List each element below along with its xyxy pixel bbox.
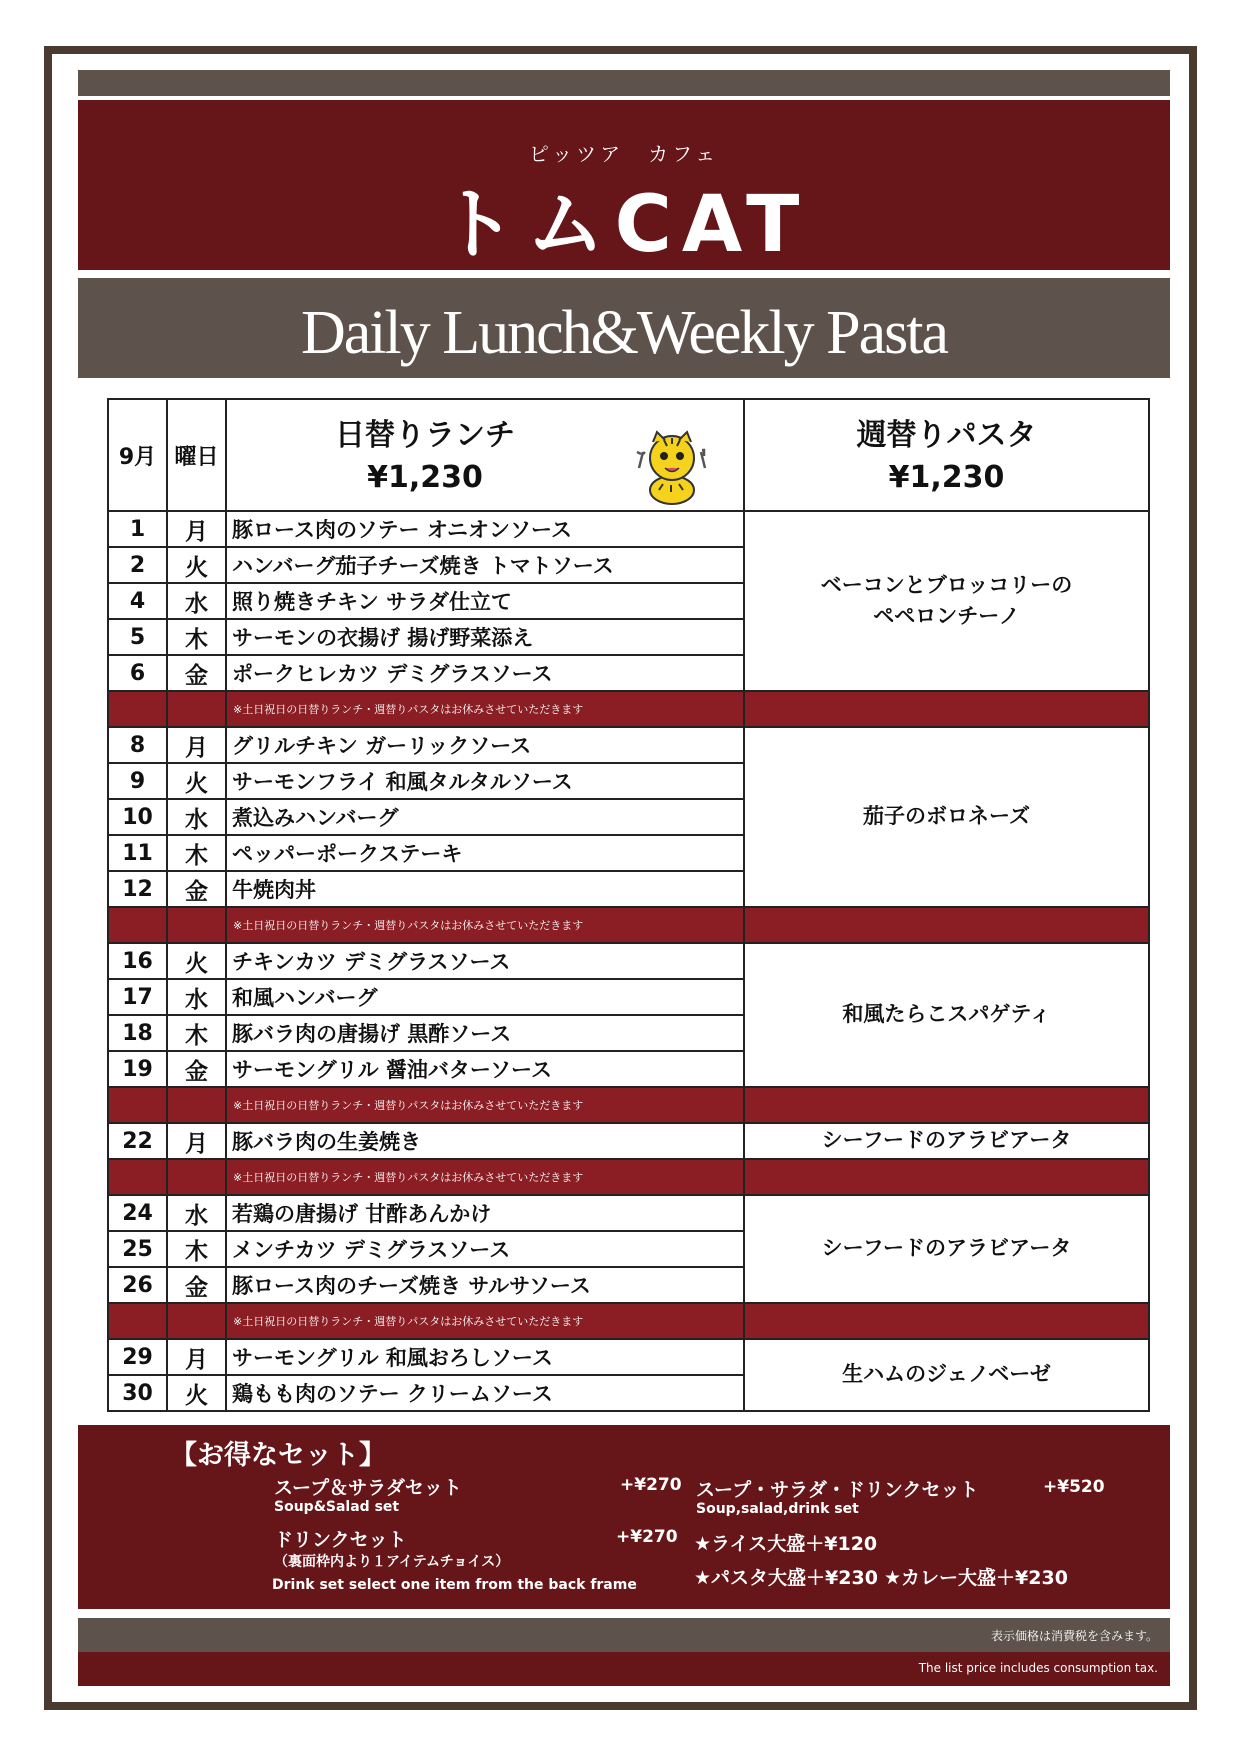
closed-notice: ※土日祝日の日替りランチ・週替りパスタはお休みさせていただきます [226, 1087, 744, 1123]
day-number: 6 [108, 655, 167, 691]
weekly-pasta [744, 727, 1149, 907]
weekly-pasta [744, 1123, 1149, 1159]
day-number: 12 [108, 871, 167, 907]
lunch-dish: 豚バラ肉の生姜焼き [226, 1123, 744, 1159]
lunch-dish: チキンカツ デミグラスソース [226, 943, 744, 979]
drink-set-en: Drink set select one item from the back frame [272, 1577, 637, 1593]
pasta-large-option: ★パスタ大盛＋¥230 [694, 1567, 878, 1589]
lunch-dish: グリルチキン ガーリックソース [226, 727, 744, 763]
table-row [108, 727, 1149, 763]
lunch-dish: メンチカツ デミグラスソース [226, 1231, 744, 1267]
table-row [108, 1339, 1149, 1375]
closed-notice-cell [108, 1159, 167, 1195]
lunch-dish: 鶏もも肉のソテー クリームソース [226, 1375, 744, 1411]
closed-notice-cell [744, 691, 1149, 727]
lunch-dish: ペッパーポークステーキ [226, 835, 744, 871]
weekly-pasta-line: シーフードのアラビアータ [821, 1128, 1072, 1153]
lunch-dish: ポークヒレカツ デミグラスソース [226, 655, 744, 691]
day-of-week: 金 [167, 1267, 226, 1303]
day-number: 25 [108, 1231, 167, 1267]
closed-notice-cell [167, 1303, 226, 1339]
closed-notice-cell [744, 1087, 1149, 1123]
weekly-pasta-line: ベーコンとブロッコリーの [820, 572, 1073, 597]
day-number: 19 [108, 1051, 167, 1087]
drink-set: ドリンクセット [274, 1529, 407, 1551]
day-of-week: 月 [167, 511, 226, 547]
day-number: 17 [108, 979, 167, 1015]
weekly-pasta [744, 1195, 1149, 1303]
day-of-week: 水 [167, 979, 226, 1015]
soup-salad-set-en: Soup&Salad set [274, 1499, 400, 1515]
full-set-en: Soup,salad,drink set [696, 1501, 859, 1517]
day-of-week: 金 [167, 871, 226, 907]
lunch-dish: 煮込みハンバーグ [226, 799, 744, 835]
day-of-week: 火 [167, 943, 226, 979]
day-number: 9 [108, 763, 167, 799]
day-of-week: 月 [167, 727, 226, 763]
lunch-dish: 豚ロース肉のソテー オニオンソース [226, 511, 744, 547]
closed-notice: ※土日祝日の日替りランチ・週替りパスタはお休みさせていただきます [226, 907, 744, 943]
closed-notice-row [108, 1159, 1149, 1195]
lunch-dish: サーモンの衣揚げ 揚げ野菜添え [226, 619, 744, 655]
dow-header: 曜日 [167, 399, 226, 511]
day-number: 8 [108, 727, 167, 763]
lunch-dish: 豚バラ肉の唐揚げ 黒酢ソース [226, 1015, 744, 1051]
title-band [78, 278, 1170, 378]
tax-note-jp: 表示価格は消費税を含みます。 [990, 1629, 1158, 1643]
closed-notice-cell [108, 691, 167, 727]
pasta-price: ¥1,230 [888, 460, 1005, 495]
weekly-pasta [744, 943, 1149, 1087]
closed-notice-cell [167, 1159, 226, 1195]
full-set-price: +¥520 [1043, 1477, 1105, 1497]
lunch-dish: ハンバーグ茄子チーズ焼き トマトソース [226, 547, 744, 583]
table-row [108, 511, 1149, 547]
weekly-pasta-line: シーフードのアラビアータ [821, 1236, 1072, 1261]
day-of-week: 水 [167, 583, 226, 619]
weekly-pasta [744, 511, 1149, 691]
drink-set-price: +¥270 [616, 1527, 678, 1547]
drink-set-note: （裏面枠内より１アイテムチョイス） [274, 1554, 510, 1570]
day-of-week: 水 [167, 799, 226, 835]
table-header-row [108, 399, 1149, 511]
closed-notice-cell [108, 1303, 167, 1339]
day-number: 24 [108, 1195, 167, 1231]
lunch-dish: 和風ハンバーグ [226, 979, 744, 1015]
weekly-pasta-line: 生ハムのジェノベーゼ [842, 1362, 1051, 1387]
lunch-dish: サーモンフライ 和風タルタルソース [226, 763, 744, 799]
table-row [108, 943, 1149, 979]
closed-notice-cell [744, 1159, 1149, 1195]
day-of-week: 火 [167, 1375, 226, 1411]
soup-salad-set: スープ＆サラダセット [274, 1477, 462, 1499]
tiger-mascot-icon [631, 428, 713, 508]
day-number: 29 [108, 1339, 167, 1375]
lunch-dish: 豚ロース肉のチーズ焼き サルサソース [226, 1267, 744, 1303]
day-of-week: 木 [167, 835, 226, 871]
day-number: 4 [108, 583, 167, 619]
rice-large-option: ★ライス大盛＋¥120 [694, 1533, 878, 1555]
lunch-title: 日替りランチ [335, 418, 515, 453]
set-menu-heading: 【お得なセット】 [170, 1440, 386, 1471]
pasta-title: 週替りパスタ [856, 418, 1037, 453]
day-number: 1 [108, 511, 167, 547]
lunch-dish: サーモングリル 和風おろしソース [226, 1339, 744, 1375]
closed-notice-row [108, 691, 1149, 727]
closed-notice-row [108, 907, 1149, 943]
day-number: 22 [108, 1123, 167, 1159]
lunch-price: ¥1,230 [367, 460, 483, 495]
table-row [108, 1123, 1149, 1159]
closed-notice-cell [744, 907, 1149, 943]
pasta-header [744, 399, 1149, 511]
footer-tax-en-band [78, 1652, 1170, 1686]
day-of-week: 月 [167, 1339, 226, 1375]
day-number: 10 [108, 799, 167, 835]
day-of-week: 月 [167, 1123, 226, 1159]
top-strip [78, 70, 1170, 96]
day-number: 2 [108, 547, 167, 583]
weekly-pasta [744, 1339, 1149, 1411]
day-number: 11 [108, 835, 167, 871]
curry-large-option: ★カレー大盛＋¥230 [884, 1567, 1068, 1589]
page-title: Daily Lunch&Weekly Pasta [300, 299, 948, 367]
lunch-dish: 牛焼肉丼 [226, 871, 744, 907]
lunch-dish: 照り焼きチキン サラダ仕立て [226, 583, 744, 619]
day-of-week: 金 [167, 655, 226, 691]
day-of-week: 木 [167, 619, 226, 655]
closed-notice-cell [744, 1303, 1149, 1339]
footer-tax-jp-band [78, 1618, 1170, 1652]
day-of-week: 金 [167, 1051, 226, 1087]
day-of-week: 木 [167, 1015, 226, 1051]
closed-notice: ※土日祝日の日替りランチ・週替りパスタはお休みさせていただきます [226, 1303, 744, 1339]
day-of-week: 火 [167, 763, 226, 799]
day-of-week: 火 [167, 547, 226, 583]
day-number: 18 [108, 1015, 167, 1051]
tax-note-en: The list price includes consumption tax. [918, 1661, 1158, 1675]
day-number: 30 [108, 1375, 167, 1411]
closed-notice-cell [167, 907, 226, 943]
weekly-pasta-line: 和風たらこスパゲティ [842, 1002, 1051, 1027]
closed-notice-row [108, 1087, 1149, 1123]
closed-notice-cell [167, 1087, 226, 1123]
closed-notice-cell [108, 907, 167, 943]
day-of-week: 木 [167, 1231, 226, 1267]
closed-notice-cell [167, 691, 226, 727]
day-of-week: 水 [167, 1195, 226, 1231]
closed-notice-row [108, 1303, 1149, 1339]
closed-notice-cell [108, 1087, 167, 1123]
full-set: スープ・サラダ・ドリンクセット [696, 1479, 979, 1501]
closed-notice: ※土日祝日の日替りランチ・週替りパスタはお休みさせていただきます [226, 691, 744, 727]
menu-table [107, 398, 1150, 1412]
lunch-dish: サーモングリル 醤油バターソース [226, 1051, 744, 1087]
day-number: 26 [108, 1267, 167, 1303]
lunch-dish: 若鶏の唐揚げ 甘酢あんかけ [226, 1195, 744, 1231]
logo: トムCAT [438, 180, 810, 270]
set-menu-panel [78, 1425, 1170, 1609]
day-number: 5 [108, 619, 167, 655]
lunch-header [226, 399, 744, 511]
table-row [108, 1195, 1149, 1231]
month-header: 9月 [108, 399, 167, 511]
logo-subtitle: ピッツア カフェ [528, 142, 720, 166]
weekly-pasta-line: ペペロンチーノ [873, 604, 1020, 628]
day-number: 16 [108, 943, 167, 979]
closed-notice: ※土日祝日の日替りランチ・週替りパスタはお休みさせていただきます [226, 1159, 744, 1195]
soup-salad-price: +¥270 [620, 1475, 682, 1495]
header [78, 100, 1170, 270]
weekly-pasta-line: 茄子のボロネーズ [863, 804, 1030, 829]
